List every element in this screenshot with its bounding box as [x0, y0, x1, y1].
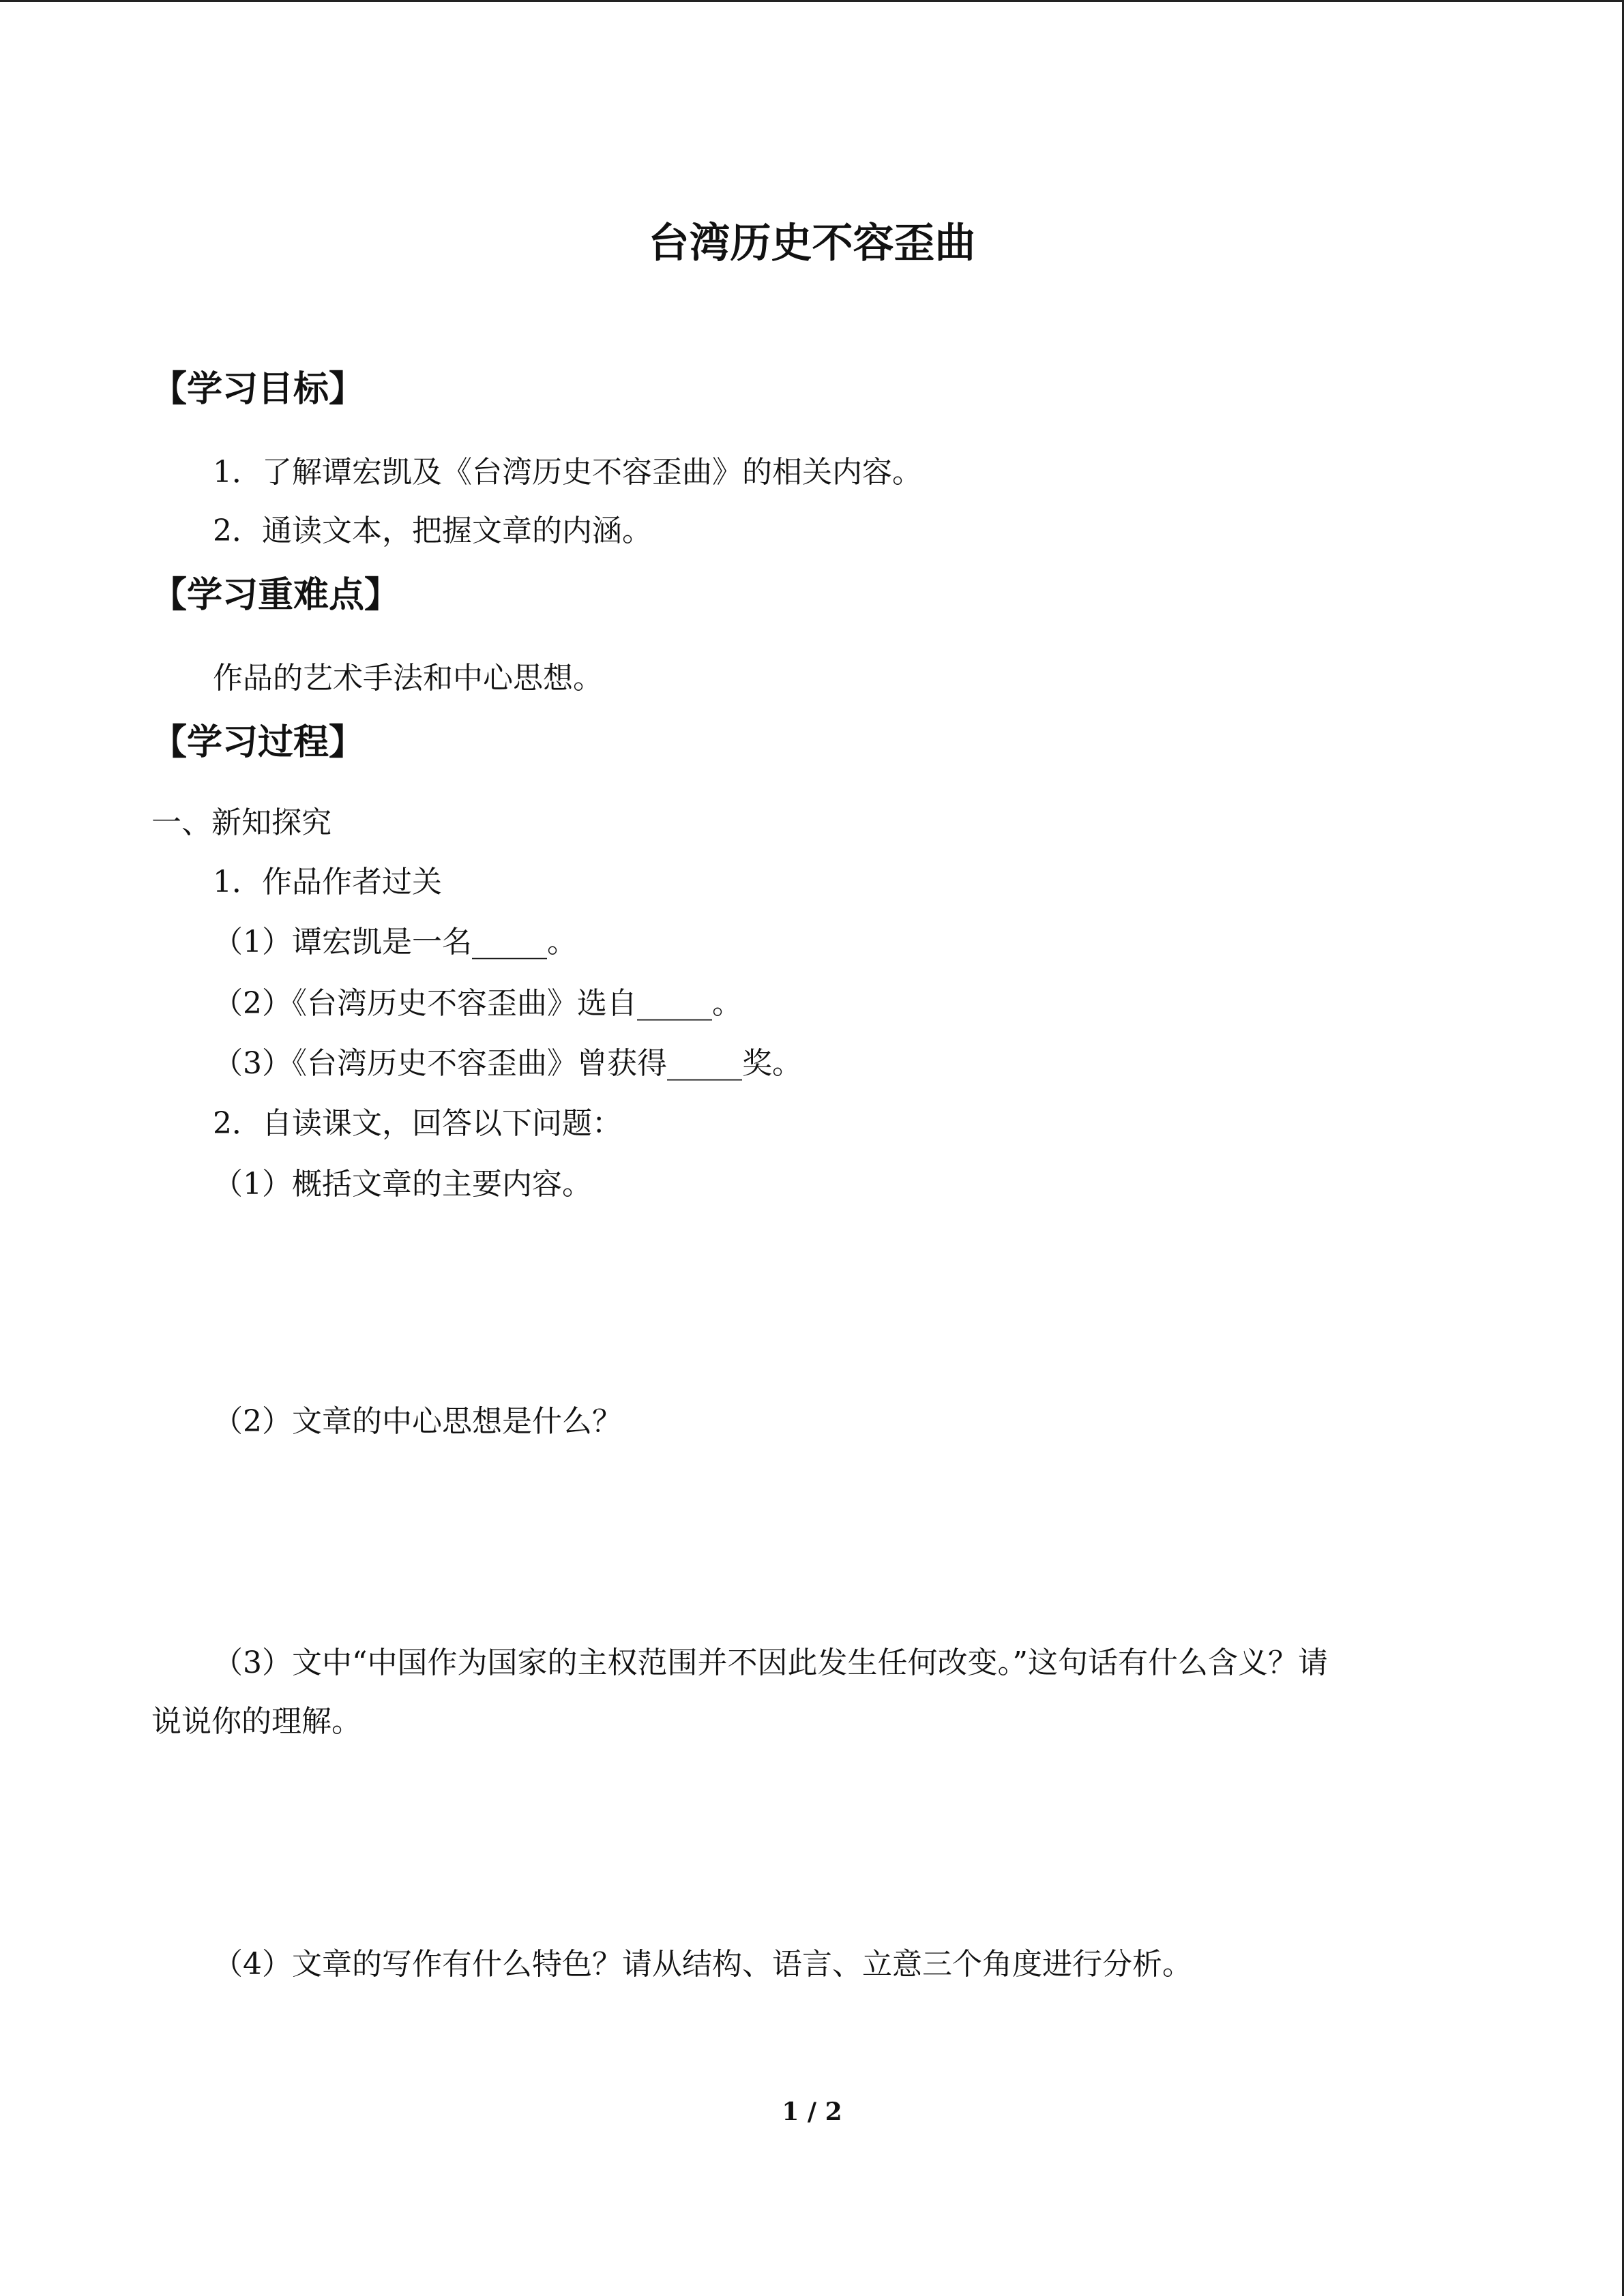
question-1-item-1: （1）谭宏凯是一名_____。: [213, 925, 577, 959]
process-heading: 【学习过程】: [151, 722, 365, 763]
question-2-item-1: （1）概括文章的主要内容。: [213, 1167, 592, 1202]
question-2-item-3: （3）文中“中国作为国家的主权范围并不因此发生任何改变。”这句话有什么含义？请: [213, 1645, 1328, 1680]
question-2-item-2: （2）文章的中心思想是什么？: [213, 1404, 622, 1439]
question-1-item-2: （2）《台湾历史不容歪曲》选自_____。: [213, 986, 742, 1021]
key-points-heading: 【学习重难点】: [151, 575, 400, 616]
question-1-label: 1．作品作者过关: [213, 865, 442, 899]
key-points-text: 作品的艺术手法和中心思想。: [213, 661, 603, 696]
question-2-label: 2．自读课文，回答以下问题：: [213, 1106, 622, 1141]
part-one-label: 一、新知探究: [151, 805, 331, 840]
question-2-item-3-continued: 说说你的理解。: [151, 1704, 361, 1739]
page-number: 1 / 2: [782, 2098, 842, 2126]
document-title: 台湾历史不容歪曲: [648, 220, 976, 267]
objective-item-2: 2．通读文本，把握文章的内涵。: [213, 513, 652, 548]
question-1-item-3: （3）《台湾历史不容歪曲》曾获得_____奖。: [213, 1046, 802, 1081]
objectives-heading: 【学习目标】: [151, 369, 365, 410]
objective-item-1: 1．了解谭宏凯及《台湾历史不容歪曲》的相关内容。: [213, 455, 922, 490]
question-2-item-4: （4）文章的写作有什么特色？请从结构、语言、立意三个角度进行分析。: [213, 1947, 1192, 1982]
